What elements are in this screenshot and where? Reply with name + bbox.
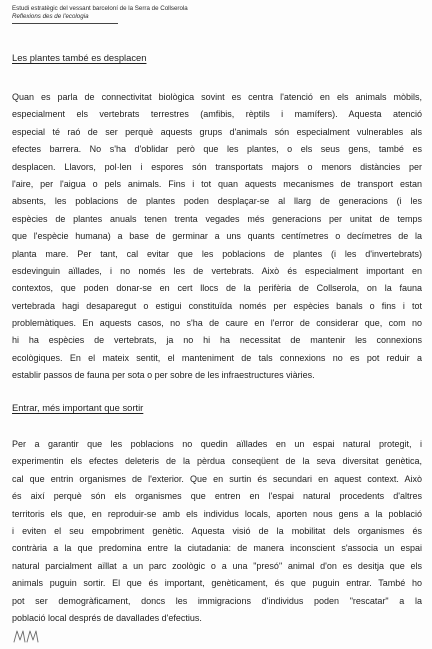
paragraph-plantes [12, 89, 422, 385]
handwritten-initials [12, 628, 42, 644]
paragraph-line: vertebrada hagi desaparegut o estigui constituïda només per espècies banals o fins i tot [12, 300, 422, 311]
paragraph-line: natural parcialment aïllat a un parc zoològic o a una "presó" animal d'on es desitja que els [12, 560, 422, 571]
paragraph-line: ecològiques. En el mateix sentit, el manteniment de tals connexions no es pot reduir a [12, 352, 422, 363]
paragraph-line: animals puguin sortir. El que és important, genèticament, és que puguin entrar. També ho [12, 578, 422, 589]
paragraph-line: especial té raó de ser perquè aquests grups d'animals són especialment vulnerables als [12, 126, 422, 137]
section-title-plantes: Les plantes també es desplacen [12, 52, 147, 63]
paragraph-line: esdevinguin aïllades, i no només les de vertebrats. Això és especialment important en [12, 265, 422, 276]
paragraph-line: l'aire, per l'aigua o pels animals. Fins i tot quan aquests mecanismes de transport estan [12, 178, 422, 189]
paragraph-line: planta mare. Per tant, cal evitar que les poblacions de plantes (i les d'invertebrats) [12, 248, 422, 259]
paragraph-line: hi ha espècies de vertebrats, ja no hi ha necessitat de mantenir les connexions [12, 335, 422, 346]
paragraph-line: especialment els vertebrats terrestres (amfibis, rèptils i mamífers). Aquesta atenció [12, 109, 422, 120]
header-subtitle: Reflexions des de l'ecologia [12, 12, 89, 20]
paragraph-line: efectes barrera. No s'ha d'oblidar però que les plantes, o els seus gens, també es [12, 144, 422, 155]
header-divider [12, 23, 118, 24]
paragraph-line: Quan es parla de connectivitat biològica sovint es centra l'atenció en els animals mòbils, [12, 92, 422, 102]
paragraph-line: contextos, que poden donar-se en cert llocs de la perifèria de Collserola, on la fauna [12, 283, 422, 294]
paragraph-line: contrària a la que predomina entre la ciutadania: de manera inconscient s'associa un espai [12, 543, 422, 554]
paragraph-line: pot ser demogràficament, doncs les immigracions d'individus poden "rescatar" a la [12, 595, 422, 606]
paragraph-line: població local després de davallades d'efectius. [12, 612, 202, 623]
paragraph-line: Per a garantir que les poblacions no quedin aïllades en un espai natural protegit, i [12, 439, 422, 449]
paragraph-line: és així perquè són els organismes que entren en l'espai natural procedents d'altres [12, 491, 422, 502]
paragraph-line: i eviten el seu empobriment genètic. Aquesta visió de la mobilitat dels organismes és [12, 525, 422, 536]
header-title: Estudi estratègic del vessant barceloní de la Serra de Collserola [12, 5, 188, 12]
paragraph-line: que l'espècie humana) a base de germinar a uns quants centímetres o decímetres de la [12, 231, 422, 242]
paragraph-line: problemàtiques. En aquests casos, no s'ha de caure en l'error de considerar que, com no [12, 318, 422, 329]
paragraph-line: desplacen. Llavors, pol·len i espores són transportats majors o menors distàncies per [12, 161, 422, 172]
paragraph-line: territoris els que, en reproduir-se amb els individus locals, aporten nous gens a la població [12, 508, 422, 519]
paragraph-line: establir passos de fauna per sota o per sobre de les infraestructures viàries. [12, 370, 315, 381]
paragraph-line: absents, les poblacions de plantes poden desplaçar-se al llarg de generacions (i les [12, 196, 422, 207]
running-header [12, 5, 312, 20]
paragraph-line: espècies de plantes anuals tenen trenta vegades més generacions per unitat de temps [12, 213, 422, 224]
paragraph-line: cal que entrin organismes de l'exterior. Que en surtin és secundari en aquest context. Això [12, 473, 422, 484]
paragraph-line: experimentin els efectes deleteris de la pèrdua conseqüent de la seva diversitat genètica, [12, 456, 422, 467]
section-title-entrar: Entrar, més important que sortir [12, 402, 144, 413]
paragraph-entrar [12, 436, 422, 627]
